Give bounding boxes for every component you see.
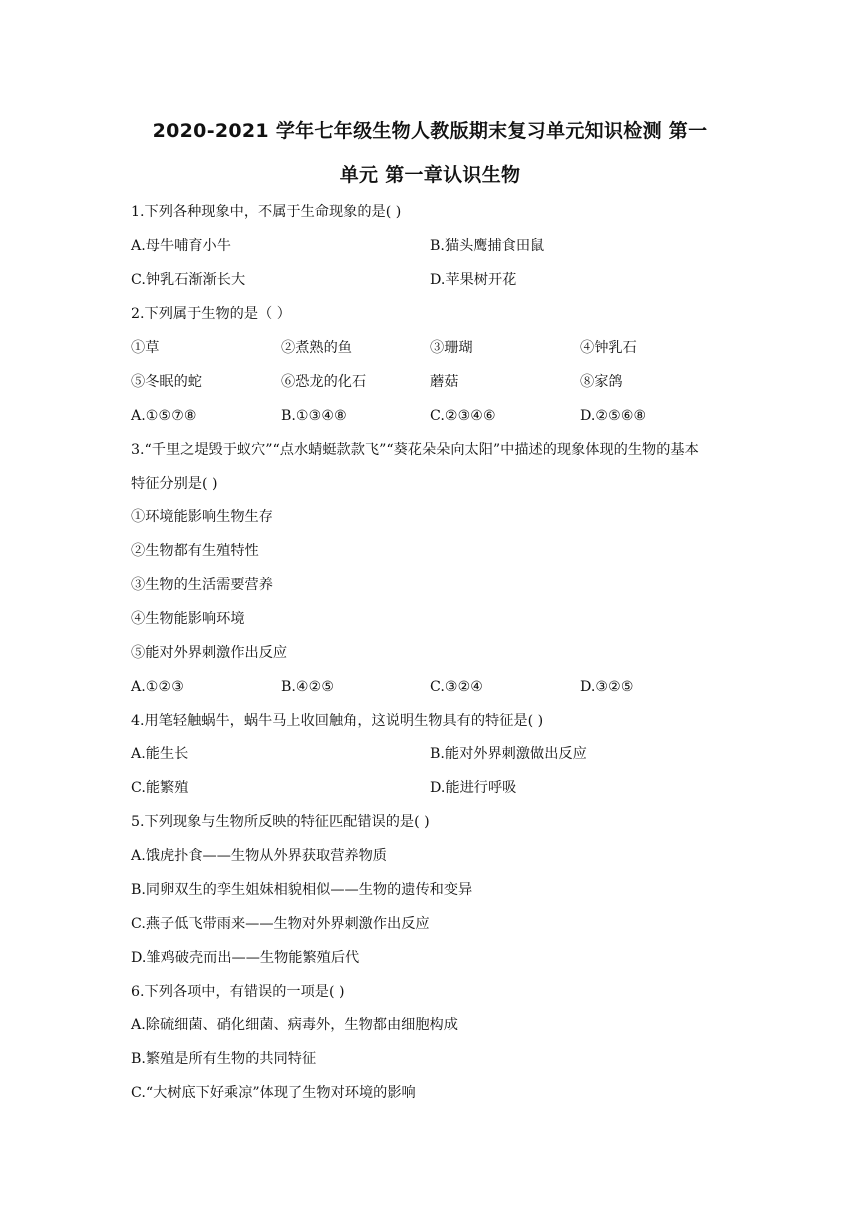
- question-2-item-2: ②煮熟的鱼: [281, 340, 352, 356]
- question-4-option-a: A.能生长: [131, 746, 189, 762]
- question-2-option-a: A.①⑤⑦⑧: [131, 408, 197, 424]
- question-3-option-a: A.①②③: [131, 679, 184, 695]
- question-1-option-b: B.猫头鹰捕食田鼠: [430, 238, 545, 254]
- question-1-option-a: A.母牛哺育小牛: [131, 238, 231, 254]
- question-6-option-a: A.除硫细菌、硝化细菌、病毒外，生物都由细胞构成: [131, 1017, 458, 1033]
- question-2-item-1: ①草: [131, 340, 160, 356]
- question-6-option-c: C.“大树底下好乘凉”体现了生物对环境的影响: [131, 1085, 416, 1101]
- question-4-option-b: B.能对外界刺激做出反应: [430, 746, 587, 762]
- question-1-option-d: D.苹果树开花: [430, 272, 517, 288]
- question-3-item-3: ③生物的生活需要营养: [131, 577, 273, 593]
- question-3-option-b: B.④②⑤: [281, 679, 335, 695]
- question-6-stem: 6.下列各项中，有错误的一项是( ): [131, 984, 345, 1000]
- question-3-option-d: D.③②⑤: [580, 679, 634, 695]
- question-3-stem-line1: 3.“千里之堤毁于蚁穴”“点水蜻蜓款款飞”“葵花朵朵向太阳”中描述的现象体现的生物的基本: [131, 442, 699, 458]
- question-6-option-b: B.繁殖是所有生物的共同特征: [131, 1051, 317, 1067]
- question-4-option-c: C.能繁殖: [131, 780, 189, 796]
- question-5-option-d: D.雏鸡破壳而出——生物能繁殖后代: [131, 950, 360, 966]
- question-2-stem: 2.下列属于生物的是（ ）: [131, 306, 291, 322]
- question-4-stem: 4.用笔轻触蜗牛，蜗牛马上收回触角，这说明生物具有的特征是( ): [131, 713, 544, 729]
- question-4-option-d: D.能进行呼吸: [430, 780, 517, 796]
- question-5-option-a: A.饿虎扑食——生物从外界获取营养物质: [131, 848, 387, 864]
- question-2-item-8: ⑧家鸽: [580, 374, 623, 390]
- question-2-item-7: 蘑菇: [430, 374, 459, 390]
- question-2-item-5: ⑤冬眠的蛇: [131, 374, 202, 390]
- question-5-option-c: C.燕子低飞带雨来——生物对外界刺激作出反应: [131, 916, 430, 932]
- question-1-option-c: C.钟乳石渐渐长大: [131, 272, 246, 288]
- question-2-option-d: D.②⑤⑥⑧: [580, 408, 647, 424]
- document-title-line2: 单元 第一章认识生物: [339, 164, 521, 186]
- question-3-item-2: ②生物都有生殖特性: [131, 543, 259, 559]
- question-5-stem: 5.下列现象与生物所反映的特征匹配错误的是( ): [131, 814, 430, 830]
- question-3-item-1: ①环境能影响生物生存: [131, 509, 273, 525]
- question-2-option-b: B.①③④⑧: [281, 408, 347, 424]
- question-3-item-4: ④生物能影响环境: [131, 611, 245, 627]
- question-3-stem-line2: 特征分别是( ): [131, 476, 218, 492]
- question-2-item-4: ④钟乳石: [580, 340, 637, 356]
- question-2-item-3: ③珊瑚: [430, 340, 473, 356]
- question-2-item-6: ⑥恐龙的化石: [281, 374, 367, 390]
- question-2-option-c: C.②③④⑥: [430, 408, 496, 424]
- question-5-option-b: B.同卵双生的孪生姐妹相貌相似——生物的遗传和变异: [131, 882, 473, 898]
- question-3-item-5: ⑤能对外界刺激作出反应: [131, 645, 288, 661]
- question-1-stem: 1.下列各种现象中，不属于生命现象的是( ): [131, 204, 402, 220]
- document-title-line1: 2020-2021 学年七年级生物人教版期末复习单元知识检测 第一: [152, 120, 708, 142]
- question-3-option-c: C.③②④: [430, 679, 484, 695]
